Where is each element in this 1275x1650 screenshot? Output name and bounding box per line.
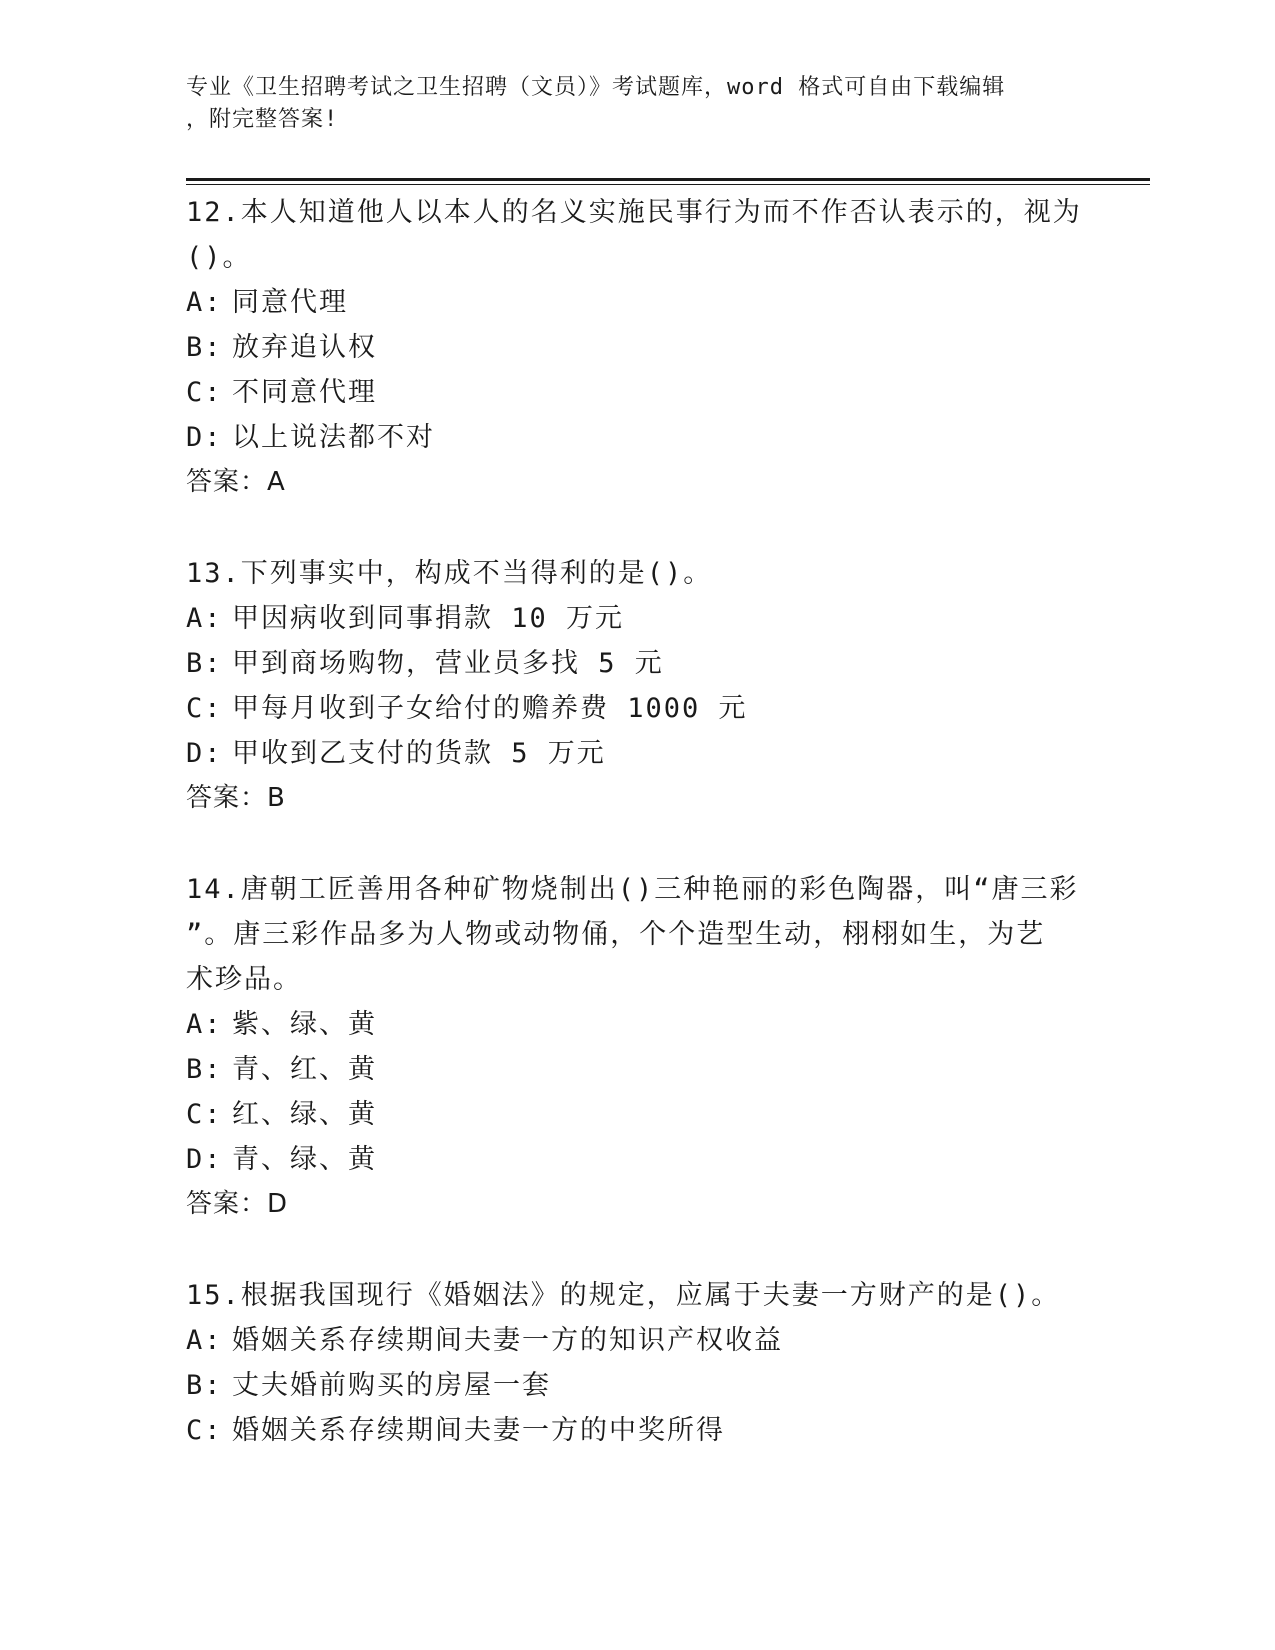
option-text: 甲收到乙支付的货款 5 万元 (232, 738, 606, 769)
option-row (186, 280, 1086, 325)
option-text: 青、红、黄 (232, 1054, 377, 1085)
answer-line: 答案：A (186, 467, 286, 497)
option-label: A: (186, 1325, 223, 1356)
option-row (186, 686, 1086, 731)
answer-line: 答案：D (186, 1189, 289, 1219)
option-label: D: (186, 422, 223, 453)
option-text: 甲因病收到同事捐款 10 万元 (232, 603, 625, 634)
question-block (186, 1273, 1086, 1453)
header-line-1: 专业《卫生招聘考试之卫生招聘（文员）》考试题库，word 格式可自由下载编辑 (186, 75, 1006, 100)
option-label: D: (186, 1144, 223, 1175)
option-row (186, 1137, 1086, 1182)
question-block (186, 867, 1086, 1227)
option-text: 紫、绿、黄 (232, 1009, 377, 1040)
option-row (186, 1092, 1086, 1137)
question-stem-line: 术珍品。 (186, 964, 302, 995)
option-row (186, 370, 1086, 415)
option-label: A: (186, 603, 223, 634)
header-divider-thick (186, 178, 1150, 181)
question-stem-line: ”。唐三彩作品多为人物或动物俑，个个造型生动，栩栩如生，为艺 (186, 919, 1046, 950)
option-label: B: (186, 332, 223, 363)
option-text: 婚姻关系存续期间夫妻一方的知识产权收益 (232, 1325, 783, 1356)
option-text: 红、绿、黄 (232, 1099, 377, 1130)
option-label: C: (186, 377, 223, 408)
option-label: A: (186, 287, 223, 318)
option-text: 甲到商场购物，营业员多找 5 元 (232, 648, 664, 679)
option-label: B: (186, 648, 223, 679)
option-row (186, 1318, 1086, 1363)
option-row (186, 1408, 1086, 1453)
answer-line: 答案：B (186, 783, 286, 813)
option-text: 青、绿、黄 (232, 1144, 377, 1175)
option-row (186, 641, 1086, 686)
question-block (186, 551, 1086, 821)
option-text: 以上说法都不对 (232, 422, 435, 453)
option-label: A: (186, 1009, 223, 1040)
header-line-2: ，附完整答案! (186, 107, 339, 132)
option-text: 同意代理 (232, 287, 348, 318)
option-text: 婚姻关系存续期间夫妻一方的中奖所得 (232, 1415, 725, 1446)
question-stem-line: 12.本人知道他人以本人的名义实施民事行为而不作否认表示的，视为 (186, 197, 1082, 228)
option-label: D: (186, 738, 223, 769)
option-row (186, 1363, 1086, 1408)
option-label: C: (186, 1415, 223, 1446)
question-stem-line: ()。 (186, 242, 252, 273)
option-text: 丈夫婚前购买的房屋一套 (232, 1370, 551, 1401)
question-stem-line: 14.唐朝工匠善用各种矿物烧制出()三种艳丽的彩色陶器，叫“唐三彩 (186, 874, 1079, 905)
option-label: C: (186, 1099, 223, 1130)
option-label: C: (186, 693, 223, 724)
question-list (186, 190, 1086, 1499)
option-label: B: (186, 1370, 223, 1401)
option-label: B: (186, 1054, 223, 1085)
option-text: 不同意代理 (232, 377, 377, 408)
option-row (186, 1047, 1086, 1092)
option-row (186, 415, 1086, 460)
option-row (186, 596, 1086, 641)
option-text: 甲每月收到子女给付的赡养费 1000 元 (232, 693, 748, 724)
question-stem-line: 13.下列事实中，构成不当得利的是()。 (186, 558, 713, 589)
option-row (186, 1002, 1086, 1047)
question-stem-line: 15.根据我国现行《婚姻法》的规定，应属于夫妻一方财产的是()。 (186, 1280, 1061, 1311)
option-row (186, 731, 1086, 776)
question-block (186, 190, 1086, 505)
option-text: 放弃追认权 (232, 332, 377, 363)
header-divider-thin (186, 184, 1150, 185)
document-header (186, 72, 1066, 136)
option-row (186, 325, 1086, 370)
